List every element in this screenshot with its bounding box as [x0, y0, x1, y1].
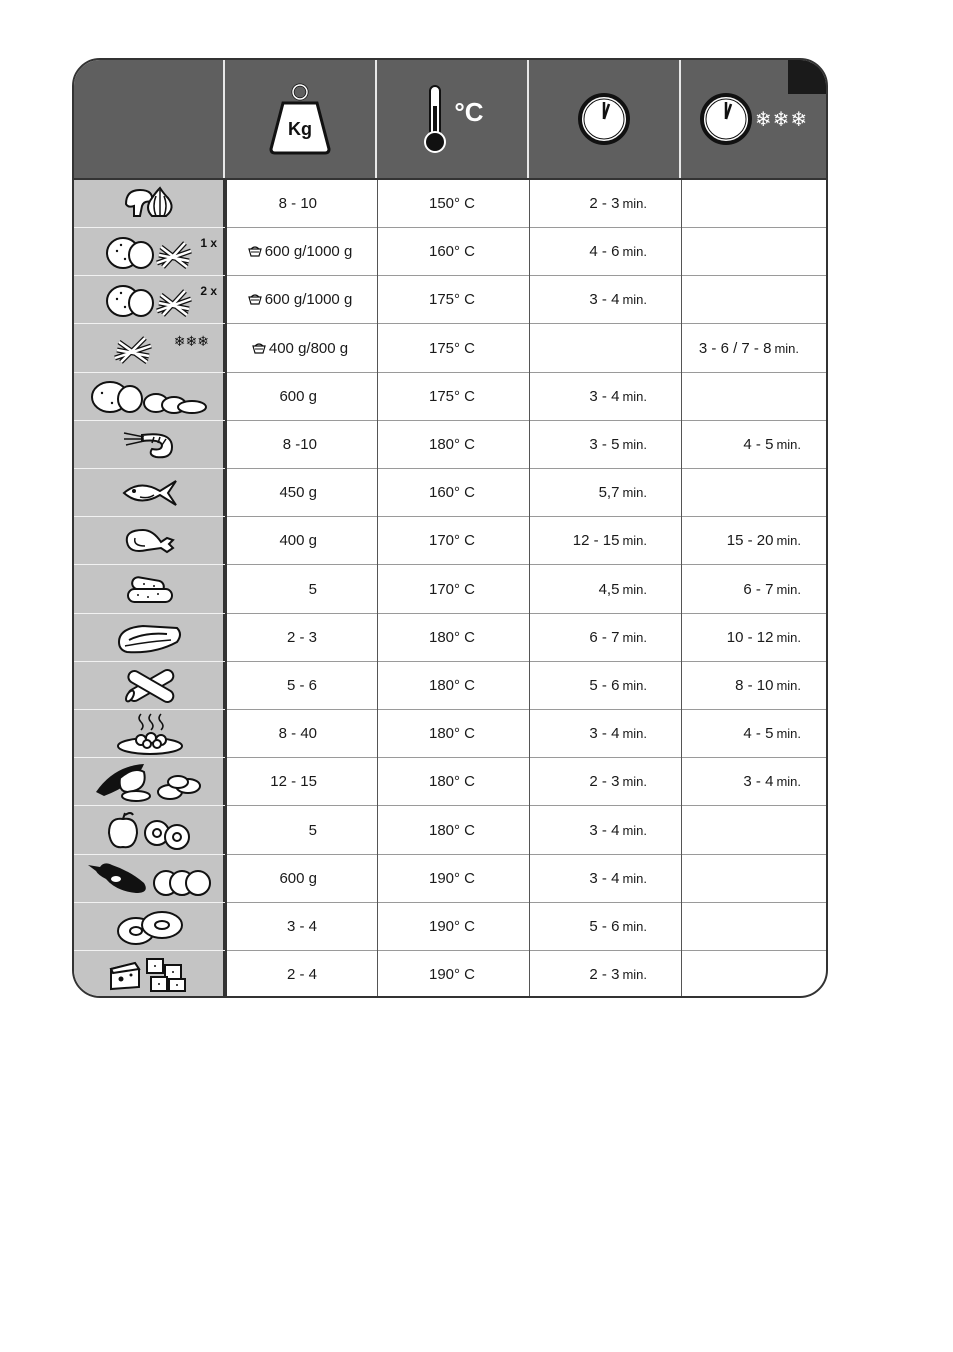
- weight-label: Kg: [288, 119, 312, 139]
- weight-value: 450 g: [279, 484, 317, 501]
- temperature-cell: 170° C: [428, 581, 476, 598]
- frozen-time-cell: [681, 758, 828, 805]
- frozen-time-value: 4 - 5: [743, 725, 774, 742]
- temperature-cell: 180° C: [428, 725, 476, 742]
- food-icon-cell: [74, 758, 225, 806]
- frozen-time-cell: [681, 951, 828, 998]
- table-row: [225, 951, 826, 998]
- time-value: 12 - 15: [572, 532, 620, 549]
- frozen-time-cell: [681, 807, 828, 854]
- apple-rings-icon: [105, 811, 195, 851]
- food-icon-cell: [74, 566, 225, 614]
- frozen-time-unit: min.: [776, 437, 801, 452]
- frozen-time-cell: [681, 228, 828, 275]
- frozen-time-unit: min.: [776, 582, 801, 597]
- time-value: 3 - 4: [589, 388, 620, 405]
- time-unit: min.: [622, 919, 647, 934]
- frozen-time-cell: [681, 903, 828, 950]
- weight-cell: [225, 662, 375, 709]
- time-value: 2 - 3: [589, 773, 620, 790]
- time-cell: [529, 807, 679, 854]
- weight-cell: [225, 421, 375, 468]
- temperature-cell: 190° C: [428, 966, 476, 983]
- header-time: [529, 60, 681, 178]
- divider: [529, 180, 530, 998]
- weight-icon: [267, 81, 333, 157]
- time-unit: min.: [622, 389, 647, 404]
- time-unit: min.: [622, 823, 647, 838]
- food-icon-cell: [74, 325, 225, 373]
- weight-cell: [225, 566, 375, 613]
- weight-cell: [225, 517, 375, 564]
- weight-cell: [225, 758, 375, 805]
- food-icon-cell: [74, 276, 225, 324]
- temperature-cell: 180° C: [428, 822, 476, 839]
- time-cell: [529, 758, 679, 805]
- weight-value: 5: [308, 822, 317, 839]
- frozen-time-value: 3 - 4: [743, 773, 774, 790]
- food-icon-cell: [74, 951, 225, 998]
- thermometer-icon: [420, 84, 450, 154]
- frozen-time-value: 10 - 12: [726, 629, 774, 646]
- weight-value: 600 g: [279, 388, 317, 405]
- table-row: [225, 276, 826, 324]
- temperature-cell: 180° C: [428, 629, 476, 646]
- frozen-time-unit: min.: [776, 630, 801, 645]
- time-cell: [529, 180, 679, 227]
- frozen-time-cell: [681, 566, 828, 613]
- frozen-time-cell: [681, 469, 828, 516]
- time-cell: [529, 421, 679, 468]
- temperature-cell: 180° C: [428, 436, 476, 453]
- table-row: [225, 325, 826, 373]
- fish-icon: [120, 477, 180, 509]
- table-row: [225, 228, 826, 276]
- time-cell: [529, 566, 679, 613]
- clock-icon: [577, 92, 631, 146]
- food-icon-cell: [74, 855, 225, 903]
- weight-cell: [225, 951, 375, 998]
- time-value: 5 - 6: [589, 677, 620, 694]
- frozen-time-cell: [681, 662, 828, 709]
- time-unit: min.: [622, 726, 647, 741]
- table-row: [225, 758, 826, 806]
- frozen-time-cell: [681, 276, 828, 323]
- frozen-time-cell: [681, 421, 828, 468]
- frozen-time-value: 8 - 10: [735, 677, 774, 694]
- time-unit: min.: [622, 244, 647, 259]
- time-cell: [529, 855, 679, 902]
- frozen-time-unit: min.: [776, 678, 801, 693]
- doughnuts-icon: [114, 907, 186, 947]
- time-unit: min.: [622, 292, 647, 307]
- time-unit: min.: [622, 196, 647, 211]
- time-cell: [529, 276, 679, 323]
- frozen-time-value: 4 - 5: [743, 436, 774, 453]
- temperature-cell: 180° C: [428, 773, 476, 790]
- time-unit: min.: [622, 630, 647, 645]
- time-unit: min.: [622, 871, 647, 886]
- table-row: [225, 662, 826, 710]
- food-mark: 1 x: [200, 236, 217, 250]
- time-value: 4 - 6: [589, 243, 620, 260]
- weight-value: 5 - 6: [286, 677, 317, 694]
- weight-value: 600 g: [279, 870, 317, 887]
- weight-cell: [225, 228, 375, 275]
- mushroom-onion-icon: [122, 186, 178, 222]
- time-cell: [529, 710, 679, 757]
- food-icon-cell: [74, 228, 225, 276]
- time-value: 3 - 4: [589, 822, 620, 839]
- weight-value: 8 -10: [282, 436, 317, 453]
- eggplant-slices-icon: [86, 859, 214, 899]
- weight-cell: [225, 614, 375, 661]
- shrimp-icon: [122, 429, 178, 461]
- divider: [681, 180, 682, 998]
- weight-cell: [225, 469, 375, 516]
- time-value: 4,5: [598, 581, 620, 598]
- time-cell: [529, 469, 679, 516]
- basket-icon: [248, 246, 262, 257]
- frozen-time-cell: [681, 710, 828, 757]
- frozen-time-cell: [681, 325, 828, 372]
- frozen-fries-icon: [111, 332, 155, 366]
- table-row: [225, 710, 826, 758]
- time-cell: [529, 614, 679, 661]
- time-cell: [529, 325, 679, 372]
- temperature-cell: 175° C: [428, 340, 476, 357]
- food-icon-cell: [74, 614, 225, 662]
- time-cell: [529, 228, 679, 275]
- time-cell: [529, 951, 679, 998]
- cooking-table: [72, 58, 828, 998]
- temperature-cell: 190° C: [428, 918, 476, 935]
- time-unit: min.: [622, 582, 647, 597]
- time-value: 3 - 5: [589, 436, 620, 453]
- food-mark: ❄❄❄: [173, 333, 209, 349]
- table-row: [225, 180, 826, 228]
- snowflake-icon: ❄❄❄: [754, 108, 809, 131]
- table-row: [225, 807, 826, 855]
- weight-cell: [225, 903, 375, 950]
- time-cell: [529, 373, 679, 420]
- time-cell: [529, 662, 679, 709]
- weight-value: 5: [308, 581, 317, 598]
- weight-value: 2 - 3: [286, 629, 317, 646]
- temperature-cell: 170° C: [428, 532, 476, 549]
- potato-fries-1x-icon: [105, 233, 195, 271]
- time-unit: min.: [622, 967, 647, 982]
- weight-value: 3 - 4: [286, 918, 317, 935]
- temperature-cell: 160° C: [428, 243, 476, 260]
- divider: [225, 180, 227, 998]
- weight-value: 8 - 40: [278, 725, 317, 742]
- potato-fries-2x-icon: [105, 281, 195, 319]
- weight-value: 600 g/1000 g: [264, 291, 353, 308]
- frozen-time-cell: [681, 517, 828, 564]
- time-cell: [529, 517, 679, 564]
- frozen-time-value: 15 - 20: [726, 532, 774, 549]
- weight-cell: [225, 807, 375, 854]
- time-unit: min.: [622, 678, 647, 693]
- weight-value: 12 - 15: [270, 773, 317, 790]
- weight-cell: [225, 325, 375, 372]
- table-row: [225, 517, 826, 565]
- time-value: 3 - 4: [589, 725, 620, 742]
- temperature-cell: 180° C: [428, 677, 476, 694]
- time-value: 6 - 7: [589, 629, 620, 646]
- temperature-cell: 160° C: [428, 484, 476, 501]
- time-value: 3 - 4: [589, 291, 620, 308]
- time-value: 5,7: [598, 484, 620, 501]
- time-unit: min.: [622, 437, 647, 452]
- food-mark: 2 x: [200, 284, 217, 298]
- header-weight: [225, 60, 377, 178]
- weight-value: 8 - 10: [278, 195, 317, 212]
- food-icon-cell: [74, 517, 225, 565]
- frozen-time-value: 6 - 7: [743, 581, 774, 598]
- cheese-cubes-icon: [107, 955, 193, 995]
- table-row: [225, 614, 826, 662]
- food-icon-cell: [74, 469, 225, 517]
- frozen-time-cell: [681, 614, 828, 661]
- frozen-time-unit: min.: [774, 341, 799, 356]
- divider: [377, 180, 378, 998]
- weight-cell: [225, 855, 375, 902]
- weight-cell: [225, 276, 375, 323]
- food-icon-column: [74, 180, 225, 998]
- frozen-time-unit: min.: [776, 533, 801, 548]
- frozen-time-cell: [681, 373, 828, 420]
- table-row: [225, 903, 826, 951]
- weight-cell: [225, 373, 375, 420]
- frozen-time-cell: [681, 855, 828, 902]
- chicken-leg-icon: [123, 526, 177, 556]
- time-cell: [529, 903, 679, 950]
- mussels-icon: [94, 762, 206, 802]
- table-row: [225, 566, 826, 614]
- time-unit: min.: [622, 485, 647, 500]
- table-row: [225, 469, 826, 517]
- frozen-clock-icon: [699, 92, 753, 146]
- table-header: [74, 60, 826, 180]
- food-icon-cell: [74, 180, 225, 228]
- frozen-time-value: 3 - 6 / 7 - 8: [698, 340, 772, 357]
- food-icon-cell: [74, 662, 225, 710]
- food-icon-cell: [74, 373, 225, 421]
- time-unit: min.: [622, 533, 647, 548]
- frozen-time-cell: [681, 180, 828, 227]
- weight-value: 400 g: [279, 532, 317, 549]
- header-temperature: [377, 60, 529, 178]
- weight-cell: [225, 180, 375, 227]
- weight-cell: [225, 710, 375, 757]
- frozen-time-unit: min.: [776, 774, 801, 789]
- weight-value: 600 g/1000 g: [264, 243, 353, 260]
- temperature-cell: 190° C: [428, 870, 476, 887]
- hot-snacks-plate-icon: [115, 712, 185, 756]
- temperature-cell: 175° C: [428, 291, 476, 308]
- spring-rolls-icon: [120, 666, 180, 706]
- time-unit: min.: [622, 774, 647, 789]
- frozen-time-unit: min.: [776, 726, 801, 741]
- table-row: [225, 373, 826, 421]
- table-row: [225, 421, 826, 469]
- weight-value: 2 - 4: [286, 966, 317, 983]
- croquettes-icon: [124, 575, 176, 605]
- time-value: 5 - 6: [589, 918, 620, 935]
- table-row: [225, 855, 826, 903]
- time-value: 3 - 4: [589, 870, 620, 887]
- food-icon-cell: [74, 421, 225, 469]
- temperature-cell: 175° C: [428, 388, 476, 405]
- food-icon-cell: [74, 807, 225, 855]
- breaded-cutlet-icon: [115, 620, 185, 656]
- temperature-unit: °C: [454, 96, 484, 127]
- food-icon-cell: [74, 903, 225, 951]
- food-icon-cell: [74, 710, 225, 758]
- basket-icon: [248, 294, 262, 305]
- header-food: [74, 60, 225, 178]
- corner-tab: [788, 60, 826, 94]
- temperature-cell: 150° C: [428, 195, 476, 212]
- potato-slices-icon: [90, 379, 210, 415]
- weight-value: 400 g/800 g: [268, 340, 349, 357]
- time-value: 2 - 3: [589, 966, 620, 983]
- time-value: 2 - 3: [589, 195, 620, 212]
- basket-icon: [252, 343, 266, 354]
